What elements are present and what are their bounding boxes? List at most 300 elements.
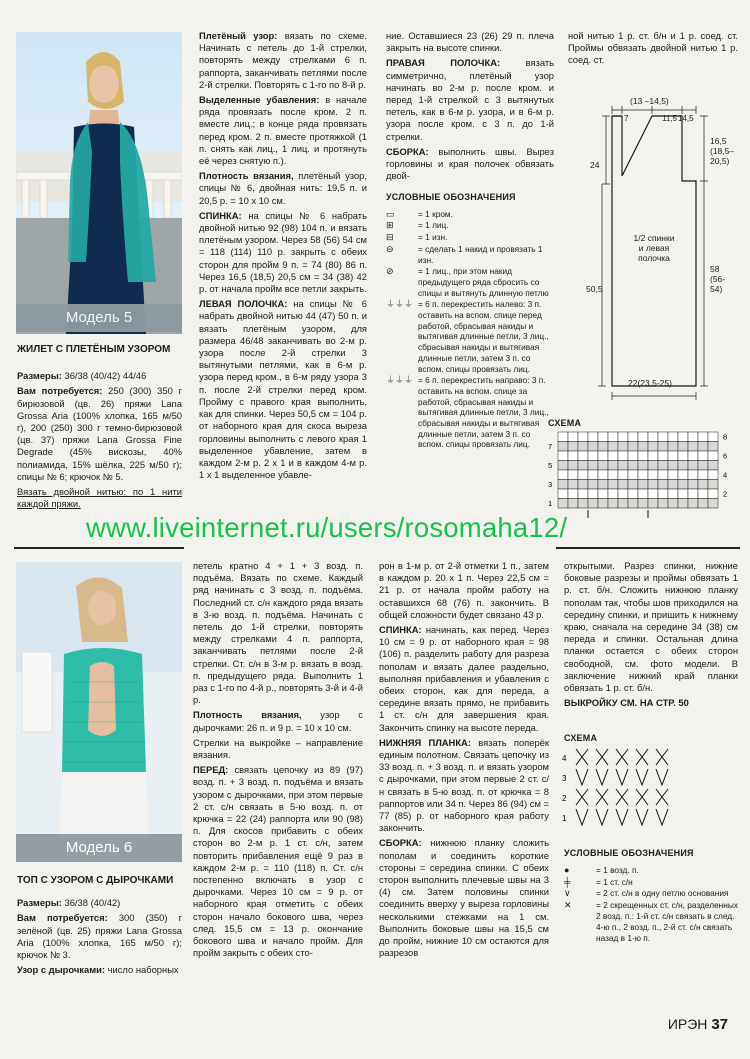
model6-materials [17, 912, 182, 961]
chart-cell [698, 432, 708, 442]
chart-cell [638, 480, 648, 490]
chart-cell [558, 461, 568, 471]
model5-legend-item [386, 375, 554, 450]
chart-cell [688, 489, 698, 499]
diagram-h58-label [710, 264, 725, 294]
model5-col2-text: вязать по схеме. Начинать с петель до 1-й стрелки, повторять между стрелками 6 п. раппорта, заканчивать петлями после 2-й стрелки. Повторять с 1-го по 8-й р. [199, 30, 368, 90]
model6-legend-text: = 1 ст. с/н [596, 876, 633, 887]
diagram-armhole-label [710, 136, 734, 166]
model5-legend-item [386, 266, 554, 298]
chart-cell [578, 451, 588, 461]
chart-cell [588, 480, 598, 490]
chart-cell [608, 461, 618, 471]
chart-cell [598, 489, 608, 499]
chart-cell [578, 432, 588, 442]
chart-cell [598, 432, 608, 442]
chart-cell [678, 432, 688, 442]
chart-cell [568, 480, 578, 490]
model6-legend-title: УСЛОВНЫЕ ОБОЗНАЧЕНИЯ [564, 848, 694, 858]
model6-symbol-icon: ✕ [564, 900, 572, 911]
chart-cell [618, 499, 628, 509]
chart-cell [698, 499, 708, 509]
chart-row-label: 3 [548, 480, 553, 489]
crochet-stitch-icon [616, 789, 628, 805]
chart-cell [688, 442, 698, 452]
m5lbl-line: 1/2 спинки [633, 233, 675, 243]
model5-legend-title: УСЛОВНЫЕ ОБОЗНАЧЕНИЯ [386, 192, 516, 202]
model6-col4-heading: ВЫКРОЙКУ СМ. НА СТР. 50 [564, 697, 689, 709]
model6-schema-title: СХЕМА [564, 733, 598, 743]
chart-cell [708, 489, 718, 499]
model6-col3-heading: НИЖНЯЯ ПЛАНКА: [379, 736, 471, 748]
model5-legend-item [386, 299, 554, 374]
chart-cell [608, 432, 618, 442]
crochet-stitch-icon [576, 749, 588, 765]
model5-col3-text: ние. Оставшиеся 23 (26) 29 п. плеча закрыть на высоте спинки. [386, 30, 554, 54]
diagram-w7: 7 [624, 114, 629, 123]
footer-brand: ИРЭН [667, 1016, 708, 1032]
chart-cell [698, 470, 708, 480]
chart-cell [638, 499, 648, 509]
chart-cell [708, 451, 718, 461]
model5-symbol-icon: ⏚⏚⏚ [386, 299, 414, 310]
chart-cell [608, 442, 618, 452]
model5-col2-heading: Выделенные убавления: [199, 94, 320, 106]
chart-cell [688, 461, 698, 471]
chart-cell [558, 432, 568, 442]
model5-garment-diagram [566, 96, 744, 406]
chart-cell [628, 470, 638, 480]
model5-col2-heading: Плетёный узор: [199, 30, 278, 41]
m5h58-line: 54) [710, 284, 723, 294]
chart-cell [638, 470, 648, 480]
chart-row-label: 5 [548, 461, 553, 470]
model5-legend-text: = сделать 1 накид и провязать 1 изн. [418, 243, 543, 265]
chart-cell [608, 451, 618, 461]
chart-cell [658, 470, 668, 480]
model5-legend-text: = 1 лиц. [418, 220, 449, 231]
model6-column-3 [379, 560, 549, 963]
chart-cell [648, 442, 658, 452]
chart-cell [578, 470, 588, 480]
model6-col2-paragraph [193, 764, 363, 959]
chart-cell [678, 470, 688, 480]
model5-legend-item [386, 209, 554, 220]
chart-cell [678, 499, 688, 509]
model5-note: Вязать двойной нитью: по 1 нити каждой пряжи. [17, 486, 182, 510]
crochet-stitch-icon [596, 809, 608, 825]
m5lbl-line: полочка [638, 253, 670, 263]
chart-cell [698, 480, 708, 490]
model6-col3-heading: СПИНКА: [379, 624, 422, 636]
chart-cell [638, 451, 648, 461]
model6-col2-paragraph [193, 737, 363, 761]
chart-cell [588, 461, 598, 471]
model6-col3-paragraph [379, 837, 549, 959]
chart-cell [668, 480, 678, 490]
model5-legend-item [386, 220, 554, 231]
model5-symbol-icon: ⊖ [386, 243, 394, 254]
model5-legend-text: = 1 изн. [418, 232, 448, 243]
chart-cell [688, 470, 698, 480]
model6-col4-paragraph [564, 697, 738, 709]
chart-cell [618, 451, 628, 461]
crochet-stitch-icon [616, 809, 628, 825]
chart-cell [668, 489, 678, 499]
chart-cell [618, 442, 628, 452]
model6-legend-item [564, 877, 740, 888]
model5-column-2 [199, 30, 367, 484]
model6-caption: Модель 6 [16, 834, 182, 862]
model5-legend-text: = 6 п. перекрестить направо: 3 п. оставить на вспом. спице за работой, сбрасывая накиды и вытягивая длинные петли, 3 лиц., сбрасывая накиды и вытягивая длинные петли, затем 3 п. со вспом. спицы провязать лиц. [418, 375, 549, 450]
crochet-stitch-icon [636, 809, 648, 825]
model6-sizes-value: 36/38 (40/42) [64, 897, 121, 909]
model6-col3-heading: СБОРКА: [379, 837, 422, 849]
chart-cell [658, 442, 668, 452]
model5-col2-paragraph [199, 170, 367, 207]
diagram-h505: 50,5 [586, 284, 603, 294]
model5-column-3 [386, 30, 554, 185]
chart-cell [568, 432, 578, 442]
model5-symbol-icon: ⊞ [386, 220, 394, 231]
model5-symbol-icon: ⏚⏚⏚ [386, 375, 414, 386]
chart-cell [568, 499, 578, 509]
chart-cell [638, 432, 648, 442]
chart-cell [708, 432, 718, 442]
model6-col3-paragraph [379, 737, 549, 835]
model6-col3-paragraph [379, 624, 549, 734]
chart-cell [608, 489, 618, 499]
chart-cell [588, 499, 598, 509]
diagram-w11: 11,5 [662, 114, 677, 123]
chart-cell [598, 461, 608, 471]
chart-cell [578, 480, 588, 490]
model6-column-2 [193, 560, 363, 963]
chart-cell [648, 470, 658, 480]
model5-col2-text: на спицы № 6 набрать двойной нитью 44 (47) 50 п. и вязать плетёным узором, для размера 46/48 заканчивать во 2-м р. узора после 2-й стрелки 3 вытянутыми петлями, как в 6-м р. узора перед кром., в 6-м ряду узора 3 п. после 2-й стрелки перед кром. Пройму с правого края выполнить, как для спинки. Через 50,5 см = 104 р. от наборного края для скоса выреза горловины выполнить с левого края 1 выделенное убавление, затем в каждом 2-м р. 2 х 1 и в каждом 4-м р. 1 х 1 выделенное убавле- [199, 298, 367, 481]
model6-col4-text: открытыми. Разрез спинки, нижние боковые разрезы и проймы обвязать 1 р. ст. б/н. Сложить нижнюю планку пополам так, чтобы шов приходился на середину спинки, и пришить к нижнему краю, сначала на середине 34 (38) см переда и спинки. Остальная длина планки остается с обеих сторон свободной, см. фото модели. В заключение нижний край планки обвязать 1 р. ст. б/н. [564, 560, 738, 694]
model6-sizes-label: Размеры: [17, 897, 62, 909]
chart-cell [638, 489, 648, 499]
chart-cell [588, 432, 598, 442]
chart-cell [688, 451, 698, 461]
chart-row-label: 4 [723, 470, 728, 480]
model5-symbol-icon: ⊟ [386, 232, 394, 243]
crochet-stitch-icon [576, 789, 588, 805]
chart-cell [558, 470, 568, 480]
model6-col3-text: рон в 1-м р. от 2-й отметки 1 п., затем в каждом р. 20 х 1 п. Через 22,5 см = 21 р. от начала пройм работу на оставшихся 68 (76) п. закончить. В общей сложности будет связано 43 р. [379, 560, 549, 620]
crochet-stitch-icon [596, 789, 608, 805]
chart-cell [628, 489, 638, 499]
model6-pattern [17, 964, 182, 976]
chart-cell [668, 432, 678, 442]
m5arm-line: (18,5– [710, 146, 735, 156]
chart-cell [668, 499, 678, 509]
diagram-h24: 24 [590, 160, 600, 170]
chart-cell [598, 480, 608, 490]
model5-col3-paragraph [386, 146, 554, 183]
model6-col2-paragraph [193, 709, 363, 733]
chart-cell [618, 480, 628, 490]
chart-cell [618, 432, 628, 442]
crochet-stitch-icon [636, 749, 648, 765]
model6-col2-text: петель кратно 4 + 1 + 3 возд. п. подъёма. Вязать по схеме. Каждый ряд начинать с 3 возд. п. подъёма. Последний ст. с/н каждого ряда вязать в 3-ю возд. п. подъёма. Начинать с петель до 1-й стрелки, повторять между стрелками 4 п. раппорта, заканчивать петлями после 2-й стрелки. Ст. с/н в 3-м р. вязать в возд. п. предыдущего ряда. Выполнить 1 раз с 1-го по 4-й р., повторять 3-й и 4-й р. [193, 560, 364, 706]
chart-cell [708, 442, 718, 452]
m5arm-line: 20,5) [710, 156, 730, 166]
model5-sizes-value: 36/38 (40/42) 44/46 [64, 370, 147, 382]
model5-col2-paragraph [199, 94, 367, 167]
chart-cell [668, 461, 678, 471]
chart-cell [648, 480, 658, 490]
chart-cell [578, 489, 588, 499]
model5-col2-paragraph [199, 298, 367, 481]
model6-crochet-chart [562, 745, 682, 837]
chart-cell [638, 442, 648, 452]
model6-photo-illustration [16, 562, 182, 862]
chart-row-label: 1 [548, 499, 553, 508]
chart-cell [668, 451, 678, 461]
crochet-stitch-icon [656, 809, 668, 825]
crochet-row-label: 4 [562, 754, 567, 763]
chart-cell [608, 470, 618, 480]
model5-col3-text: выполнить швы. Вырез горловины и края полочек обвязать двой- [386, 145, 554, 182]
model6-col2-heading: Плотность вязания, [193, 709, 302, 721]
model5-col3-heading: СБОРКА: [386, 145, 429, 157]
chart-cell [668, 442, 678, 452]
chart-cell [578, 442, 588, 452]
model5-legend [386, 192, 554, 451]
chart-cell [628, 499, 638, 509]
model6-legend-item [564, 865, 740, 876]
chart-cell [658, 451, 668, 461]
model6-symbol-icon: ● [564, 864, 570, 875]
model5-photo-illustration [16, 32, 182, 334]
crochet-row-label: 1 [562, 814, 567, 823]
chart-cell [648, 451, 658, 461]
model5-col2-heading: ЛЕВАЯ ПОЛОЧКА: [199, 298, 288, 310]
model6-symbol-icon: ∨ [564, 888, 571, 899]
model6-need-label: Вам потребуется: [17, 912, 108, 924]
m5h58-line: 58 [710, 264, 720, 274]
model5-legend-text: = 6 п. перекрестить налево: 3 п. оставить на вспом. спице перед работой, сбрасывая накиды и вытягивая длинные петли, 3 лиц., сбрасывая накиды и вытягивая длинные петли, затем 3 п. со вспом. спицы провязать лиц. [418, 299, 549, 374]
chart-cell [678, 461, 688, 471]
model5-title: ЖИЛЕТ С ПЛЕТЁНЫМ УЗОРОМ [17, 344, 171, 355]
page-footer [668, 1016, 728, 1033]
chart-cell [658, 480, 668, 490]
model5-sizes [17, 370, 182, 382]
chart-cell [698, 489, 708, 499]
chart-row-label: 6 [723, 451, 728, 461]
crochet-stitch-icon [596, 769, 608, 785]
chart-cell [708, 499, 718, 509]
chart-cell [568, 489, 578, 499]
chart-cell [648, 461, 658, 471]
model6-col2-heading: ПЕРЕД: [193, 764, 229, 776]
model5-photo [16, 32, 182, 334]
chart-cell [578, 499, 588, 509]
chart-cell [618, 470, 628, 480]
chart-cell [708, 461, 718, 471]
chart-cell [578, 461, 588, 471]
chart-cell [708, 480, 718, 490]
chart-row-label: 8 [723, 432, 728, 442]
model5-intro [17, 344, 182, 513]
model6-pattern-value: число наборных [107, 964, 179, 976]
model6-col3-paragraph [379, 560, 549, 621]
chart-cell [628, 442, 638, 452]
chart-cell [628, 461, 638, 471]
model5-col2-paragraph [199, 30, 367, 91]
chart-cell [678, 451, 688, 461]
chart-cell [598, 499, 608, 509]
model5-col3-heading: ПРАВАЯ ПОЛОЧКА: [386, 57, 501, 69]
model5-legend-text: = 1 лиц., при этом накид предыдущего ряда сбросить со спицы и вытянуть длинную петлю [418, 266, 549, 298]
model6-legend-text: = 2 ст. с/н в одну петлю основания [596, 888, 729, 899]
chart-cell [588, 470, 598, 480]
chart-cell [588, 442, 598, 452]
model5-col2-heading: СПИНКА: [199, 209, 242, 221]
model6-intro [17, 875, 182, 979]
model6-col4-paragraph [564, 560, 738, 694]
model6-sizes [17, 897, 182, 909]
model6-col2-text: Стрелки на выкройке – направление вязания. [193, 736, 363, 761]
model5-col3-paragraph [386, 57, 554, 142]
model6-col3-text: начинать, как перед. Через 10 см = 9 р. от наборного края = 98 (106) п. разделить работу для разреза пополам и вязать далее раздельно, выполняя прибавления и убавления с обеих сторон, как для переда, а середине вязать прямо, не прибавить 1 ст. с/н для завершения края. Закончить спинку на высоте переда. [379, 624, 550, 733]
model5-symbol-icon: ▭ [386, 208, 395, 219]
model5-schema-title: СХЕМА [548, 418, 582, 428]
chart-cell [598, 470, 608, 480]
chart-cell [608, 499, 618, 509]
crochet-stitch-icon [656, 749, 668, 765]
model5-need-value: 250 (300) 350 г бирюзовой (цв. 26) пряжи Lana Grossa Aria (100% хлопка, 165 м/50 г), 200 (250) 300 г темно-бирюзовой (цв. 37) пряжи Lana Grossa Fine Degrade (45% вискозы, 40% полиамида, 15% шёлка, 225 м/50 г); спицы № 6; крючок № 5. [17, 385, 183, 482]
chart-cell [558, 480, 568, 490]
model6-col2-paragraph [193, 560, 363, 706]
m5lbl-line: и левая [638, 243, 670, 253]
model6-legend [564, 848, 740, 944]
model5-col2-text: плетёный узор, спицы № 6, двойная нить: 19,5 п. и 20,5 р. = 10 х 10 см. [199, 170, 367, 206]
chart-cell [628, 432, 638, 442]
crochet-stitch-icon [656, 789, 668, 805]
model5-sizes-label: Размеры: [17, 370, 62, 382]
chart-cell [618, 489, 628, 499]
chart-cell [638, 461, 648, 471]
chart-cell [698, 451, 708, 461]
model5-col2-heading: Плотность вязания, [199, 170, 294, 182]
chart-cell [658, 432, 668, 442]
crochet-row-label: 2 [562, 794, 567, 803]
watermark-url: www.liveinternet.ru/users/rosomaha12/ [86, 512, 568, 543]
model5-col3-text: вязать симметрично, плетёный узор начинать во 2-м р. после кром. и перед 1-й стрелкой с 3 вытянутых петель, как в 6-м р. узора, и в 6-м р. узора после кром. с 3 п. до 1-й стрелки. [386, 57, 554, 142]
chart-cell [678, 480, 688, 490]
chart-cell [708, 470, 718, 480]
crochet-stitch-icon [616, 749, 628, 765]
model5-legend-item [386, 244, 554, 265]
model6-col2-text: связать цепочку из 89 (97) возд. п. + 3 возд. п. подъёма и вязать узором с дырочками, при этом первые 2 ст. с/н связать в 5-ю возд. п. от крючка = 22 (24) раппорта или 90 (98) п. Для скосов прибавить с обеих сторон во 2-м р. 1 ст. с/н, затем повторить прибавления ещё 9 раз в каждом 2-м р. = 110 (118) п. Ст. с/н постепенно включать в узор с дырочками. Через 10 см = 9 р. от наборного края отметить с обеих сторон начало бокового шва, через след. 15,5 см = 13 р. окончание бокового шва и начало пройм. Для пройм закрыть с обеих сто- [193, 764, 363, 959]
diagram-piece-label [634, 233, 675, 263]
model5-col3-paragraph [386, 30, 554, 54]
chart-cell [658, 499, 668, 509]
m5arm-line: 16,5 [710, 136, 727, 146]
model5-symbol-icon: ⊘ [386, 266, 394, 277]
crochet-stitch-icon [576, 769, 588, 785]
chart-cell [678, 442, 688, 452]
model6-col3-text: нижнюю планку сложить пополам и соединить короткие стороны = середина спинки. С обеих сторон выполнить плечевые швы на 3 (4) см. Затем половины спинки соединить вверху у выреза горловины несколькими стежками на 1 см. Выполнить боковые швы на 15,5 см до пройм, нижние 10 см остаются для разрезов [379, 837, 550, 959]
chart-cell [568, 451, 578, 461]
chart-row-label: 7 [548, 442, 553, 451]
model5-caption: Модель 5 [16, 304, 182, 332]
chart-cell [658, 489, 668, 499]
chart-cell [608, 480, 618, 490]
chart-cell [568, 442, 578, 452]
model6-col3-text: вязать поперёк единым полотном. Связать цепочку из 33 возд. п. + 3 возд. п. и вязать узором с дырочками, при этом первые 2 ст. с/н связать в 5-ю возд. п. от крючка = 8 раппортов или 34 п. Через 86 (94) см = 77 (85) р. от наборного края работу закончить. [379, 736, 549, 834]
model6-title: ТОП С УЗОРОМ С ДЫРОЧКАМИ [17, 875, 174, 886]
model5-col2-text: в начале ряда провязать после кром. 2 п. вместе лиц.; в конце ряда провязать перед кром. 2 п. вместе протяжкой (1 п. снять как лиц., 1 лиц. и протянуть её через снятую п.). [199, 94, 368, 167]
crochet-row-label: 3 [562, 774, 567, 783]
chart-cell [688, 499, 698, 509]
m5h58-line: (56- [710, 274, 726, 284]
chart-cell [648, 499, 658, 509]
model5-col2-text: на спицы № 6 набрать двойной нитью 92 (98) 104 п. и вязать плетёным узором. Через 58 (56) 54 см = 118 (114) 110 р. закрыть с обеих сторон для пройм 9 п. = 74 (80) 86 п. Через 16,5 (18,5) 20,5 см = 34 (38) 42 р. от начала пройм все петли закрыть. [199, 209, 367, 295]
chart-cell [558, 489, 568, 499]
chart-cell [588, 489, 598, 499]
chart-cell [588, 451, 598, 461]
model6-pattern-label: Узор с дырочками: [17, 964, 106, 976]
model6-legend-text: = 2 скрещенных ст. с/н, разделенных 2 возд. п.: 1-й ст. с/н связать в след. 4-ю п., 2 возд. п., 2-й ст. с/н связать назад в 1-ю п. [596, 900, 738, 943]
chart-cell [558, 499, 568, 509]
model5-need-label: Вам потребуется: [17, 385, 103, 397]
chart-cell [598, 442, 608, 452]
crochet-stitch-icon [656, 769, 668, 785]
diagram-w145: 14,5 [678, 114, 694, 123]
model5-column-4-top: ной нитью 1 р. ст. б/н и 1 р. соед. ст. Проймы обвязать двойной нитью 1 р. соед. ст. [568, 30, 738, 66]
crochet-stitch-icon [636, 769, 648, 785]
model6-legend-item [564, 900, 740, 943]
page-number: 37 [711, 1016, 728, 1033]
section-divider-right [556, 547, 740, 549]
chart-cell [648, 489, 658, 499]
chart-cell [568, 461, 578, 471]
chart-cell [688, 432, 698, 442]
model5-legend-item [386, 232, 554, 243]
chart-cell [658, 461, 668, 471]
model6-photo [16, 562, 182, 862]
chart-row-label: 2 [723, 489, 728, 499]
crochet-stitch-icon [596, 749, 608, 765]
crochet-stitch-icon [576, 809, 588, 825]
diagram-bottom: 22(23,5-25) [628, 378, 672, 388]
chart-cell [558, 451, 568, 461]
chart-cell [628, 480, 638, 490]
model6-symbol-icon: ╪ [564, 876, 571, 887]
chart-cell [698, 461, 708, 471]
crochet-stitch-icon [636, 789, 648, 805]
model6-legend-text: = 1 возд. п. [596, 864, 639, 875]
model6-legend-item [564, 888, 740, 899]
chart-cell [698, 442, 708, 452]
chart-cell [598, 451, 608, 461]
chart-cell [648, 432, 658, 442]
model5-materials [17, 385, 182, 483]
chart-cell [618, 461, 628, 471]
chart-cell [668, 470, 678, 480]
model5-col2-paragraph [199, 210, 367, 295]
model6-col2-text: узор с дырочками: 26 п. и 9 р. = 10 х 10 см. [193, 709, 363, 733]
chart-cell [628, 451, 638, 461]
model5-knitting-chart [546, 430, 742, 518]
chart-cell [558, 442, 568, 452]
chart-cell [678, 489, 688, 499]
section-divider [14, 547, 184, 549]
